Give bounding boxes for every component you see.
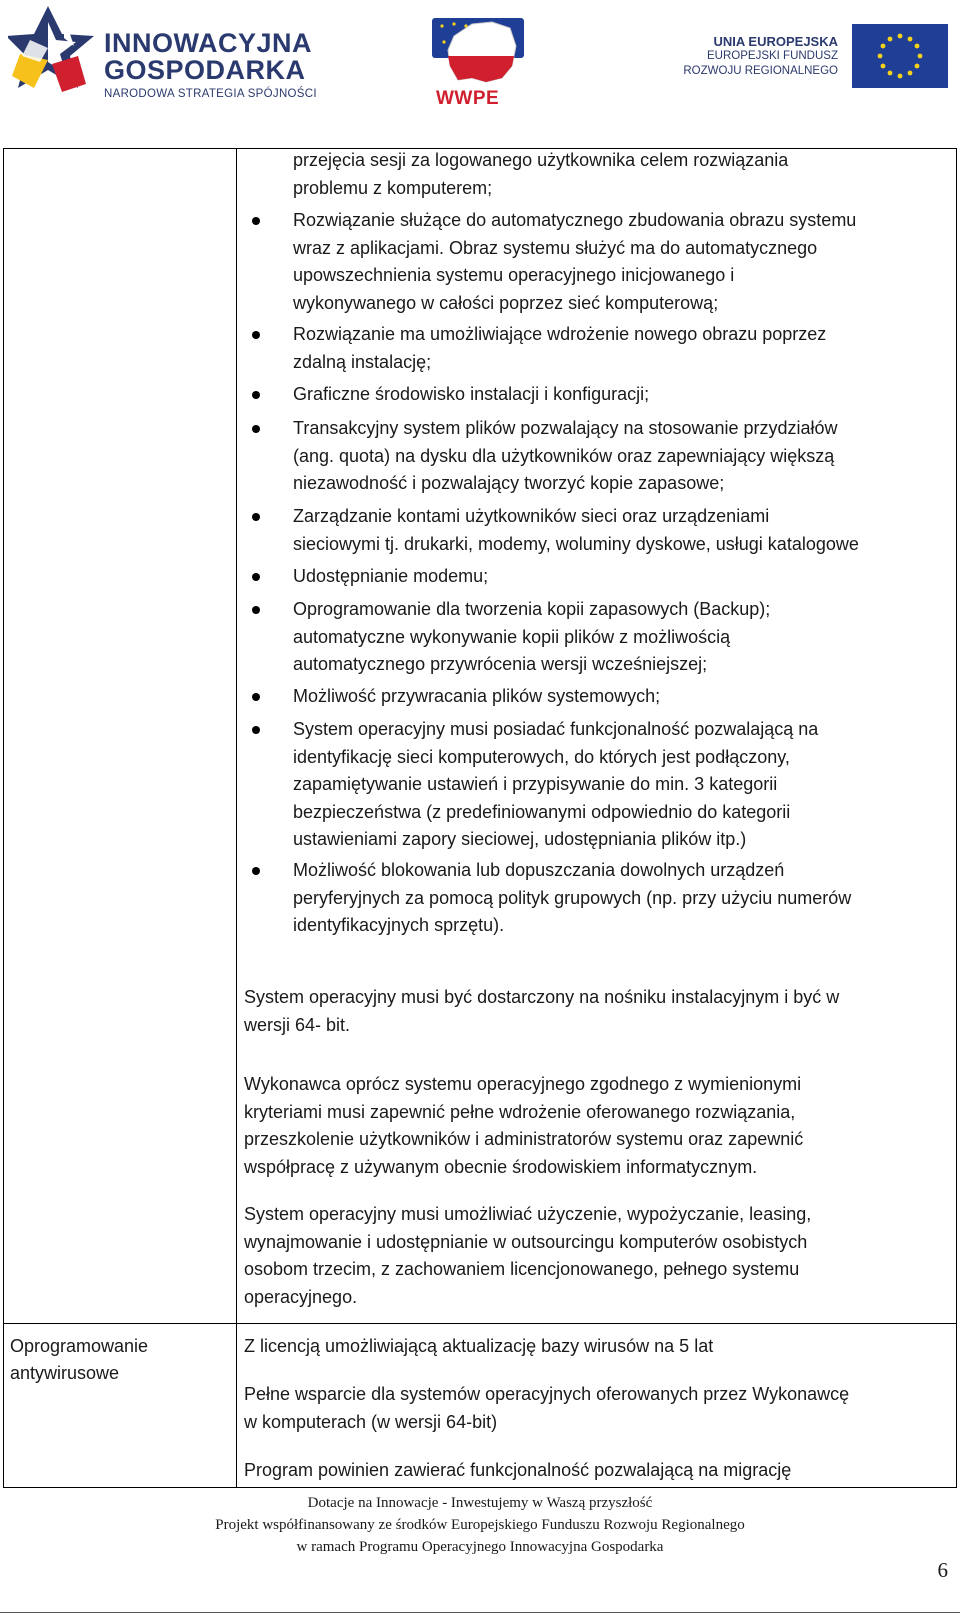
eu-logo [676,20,956,100]
list-item-line: peryferyjnych za pomocą polityk grupowych (np. przy użyciu numerów [293,887,852,908]
table-column-divider [236,148,237,1488]
bullet-icon [252,513,260,521]
list-item-line: identyfikacyjnych sprzętu). [293,915,505,935]
list-item-line: wraz z aplikacjami. Obraz systemu służyć ma do automatycznego [293,237,818,258]
list-item [240,503,859,558]
bullet-icon [252,867,260,875]
bullet-icon [252,391,260,399]
paragraph-line: osobom trzecim, z zachowaniem licencjonowanego, pełnego systemu [244,1259,800,1279]
list-item [240,147,788,202]
paragraph-line: System operacyjny musi umożliwiać użyczenie, wypożyczanie, leasing, [244,1204,812,1224]
list-item [240,321,826,376]
list-item-line: bezpieczeństwa (z predefiniowanymi odpowiednio do kategorii [293,801,791,822]
paragraph-line: w komputerach (w wersji 64-bit) [244,1411,498,1432]
eu-flag-icon [852,24,948,88]
list-item-line: sieciowymi tj. drukarki, modemy, woluminy dyskowe, usługi katalogowe [293,533,859,554]
paragraph-migration [244,1457,950,1485]
list-item-line: System operacyjny musi posiadać funkcjonalność pozwalającą na [293,719,819,739]
list-item-line: Rozwiązanie służące do automatycznego zbudowania obrazu systemu [293,210,857,230]
bullet-icon [252,217,260,225]
logo-line-2: GOSPODARKA [104,55,306,85]
bullet-icon [252,573,260,581]
list-item-line: wykonywanego w całości poprzez sieć komputerową; [293,292,719,313]
row-label-line-1: Oprogramowanie [10,1336,149,1356]
paragraph-deployment [244,1071,950,1181]
list-item-line: upowszechnienia systemu operacyjnego inicjowanego i [293,265,735,285]
paragraph-line: Z licencją umożliwiającą aktualizację bazy wirusów na 5 lat [244,1336,714,1356]
logo-line-3: NARODOWA STRATEGIA SPÓJNOŚCI [104,88,317,100]
paragraph-64bit [244,984,950,1039]
footer-line-2: Projekt współfinansowany ze środków Europejskiego Funduszu Rozwoju Regionalnego [215,1517,745,1533]
bullet-icon [252,425,260,433]
page-header [0,0,960,120]
row-label-line-2: antywirusowe [10,1363,120,1383]
list-item [240,563,488,591]
paragraph-line: Pełne wsparcie dla systemów operacyjnych oferowanych przez Wykonawcę [244,1384,850,1404]
list-item-line: (ang. quota) na dysku dla użytkowników oraz zapewniający większą [293,445,835,466]
list-item-line: przejęcia sesji za logowanego użytkownika celem rozwiązania [293,150,789,170]
table-bottom-border [3,1487,957,1488]
list-item [240,415,838,498]
paragraph-line: wersji 64- bit. [244,1014,351,1035]
paragraph-line: współpracę z używanym obecnie środowiskiem informatycznym. [244,1156,758,1177]
list-item [240,683,660,711]
logo-line-1: INNOWACYJNA [104,28,313,58]
list-item [240,716,818,854]
page-footer [0,1492,960,1558]
list-item-line: Możliwość przywracania plików systemowych; [293,686,661,706]
list-item-line: automatycznego przywrócenia wersji wcześniejszej; [293,654,708,674]
eu-line-3: ROZWOJU REGIONALNEGO [683,65,838,77]
paragraph-line: Wykonawca oprócz systemu operacyjnego zgodnego z wymienionymi [244,1074,802,1094]
star-emblem-icon [8,4,98,108]
list-item [240,596,770,679]
list-item-line: Zarządzanie kontami użytkowników sieci oraz urządzeniami [293,506,770,526]
paragraph-line: przeszkolenie użytkowników i administratorów systemu oraz zapewnić [244,1129,804,1149]
page-number: 6 [937,1558,948,1582]
list-item [240,381,649,409]
list-item-line: Graficzne środowisko instalacji i konfiguracji; [293,384,650,404]
bullet-icon [252,693,260,701]
paragraph-line: operacyjnego. [244,1286,358,1307]
paragraph-line: Program powinien zawierać funkcjonalność pozwalającą na migrację [244,1460,792,1480]
list-item [240,207,856,317]
list-item [240,857,851,940]
list-item-line: ustawieniami zapory sieciowej, udostępniania plików itp.) [293,829,747,849]
bullet-icon [252,331,260,339]
paragraph-line: wynajmowanie i udostępnianie w outsourcingu komputerów osobistych [244,1231,808,1252]
footer-line-3: w ramach Programu Operacyjnego Innowacyjna Gospodarka [296,1539,664,1555]
list-item-line: automatyczne wykonywanie kopii plików z możliwością [293,626,731,647]
paragraph-line: System operacyjny musi być dostarczony na nośniku instalacyjnym i być w [244,987,840,1007]
paragraph-lending [244,1201,950,1311]
eu-line-2: EUROPEJSKI FUNDUSZ [707,50,838,62]
list-item-line: Transakcyjny system plików pozwalający na stosowanie przydziałów [293,418,838,438]
poland-map-icon [432,16,524,88]
list-item-line: identyfikację sieci komputerowych, do których jest podłączony, [293,746,790,767]
footer-line-1: Dotacje na Innowacje - Inwestujemy w Waszą przyszłość [307,1495,653,1511]
list-item-line: zdalną instalację; [293,351,432,372]
eu-line-1: UNIA EUROPEJSKA [713,34,838,49]
bullet-icon [252,606,260,614]
paragraph-license [244,1333,950,1361]
list-item-line: zapamiętywanie ustawień i przypisywanie do min. 3 kategorii [293,774,778,794]
table-left-border [3,148,4,1488]
bullet-icon [252,726,260,734]
wwpe-logo [432,16,528,112]
list-item-line: Oprogramowanie dla tworzenia kopii zapasowych (Backup); [293,599,771,619]
table-row-divider [3,1323,957,1324]
list-item-line: Możliwość blokowania lub dopuszczania dowolnych urządzeń [293,860,785,880]
list-item-line: Udostępnianie modemu; [293,566,489,586]
list-item-line: Rozwiązanie ma umożliwiające wdrożenie nowego obrazu poprzez [293,324,827,344]
paragraph-line: kryteriami musi zapewnić pełne wdrożenie oferowanego rozwiązania, [244,1101,796,1122]
wwpe-text: WWPE [436,88,500,109]
row-label-antivirus [10,1333,148,1387]
table-right-border [956,148,957,1488]
list-item-line: problemu z komputerem; [293,177,493,198]
footer-divider [0,1612,960,1613]
paragraph-support [244,1381,950,1436]
list-item-line: niezawodność i pozwalający tworzyć kopie zapasowe; [293,473,725,493]
innowacyjna-gospodarka-logo [8,4,338,112]
